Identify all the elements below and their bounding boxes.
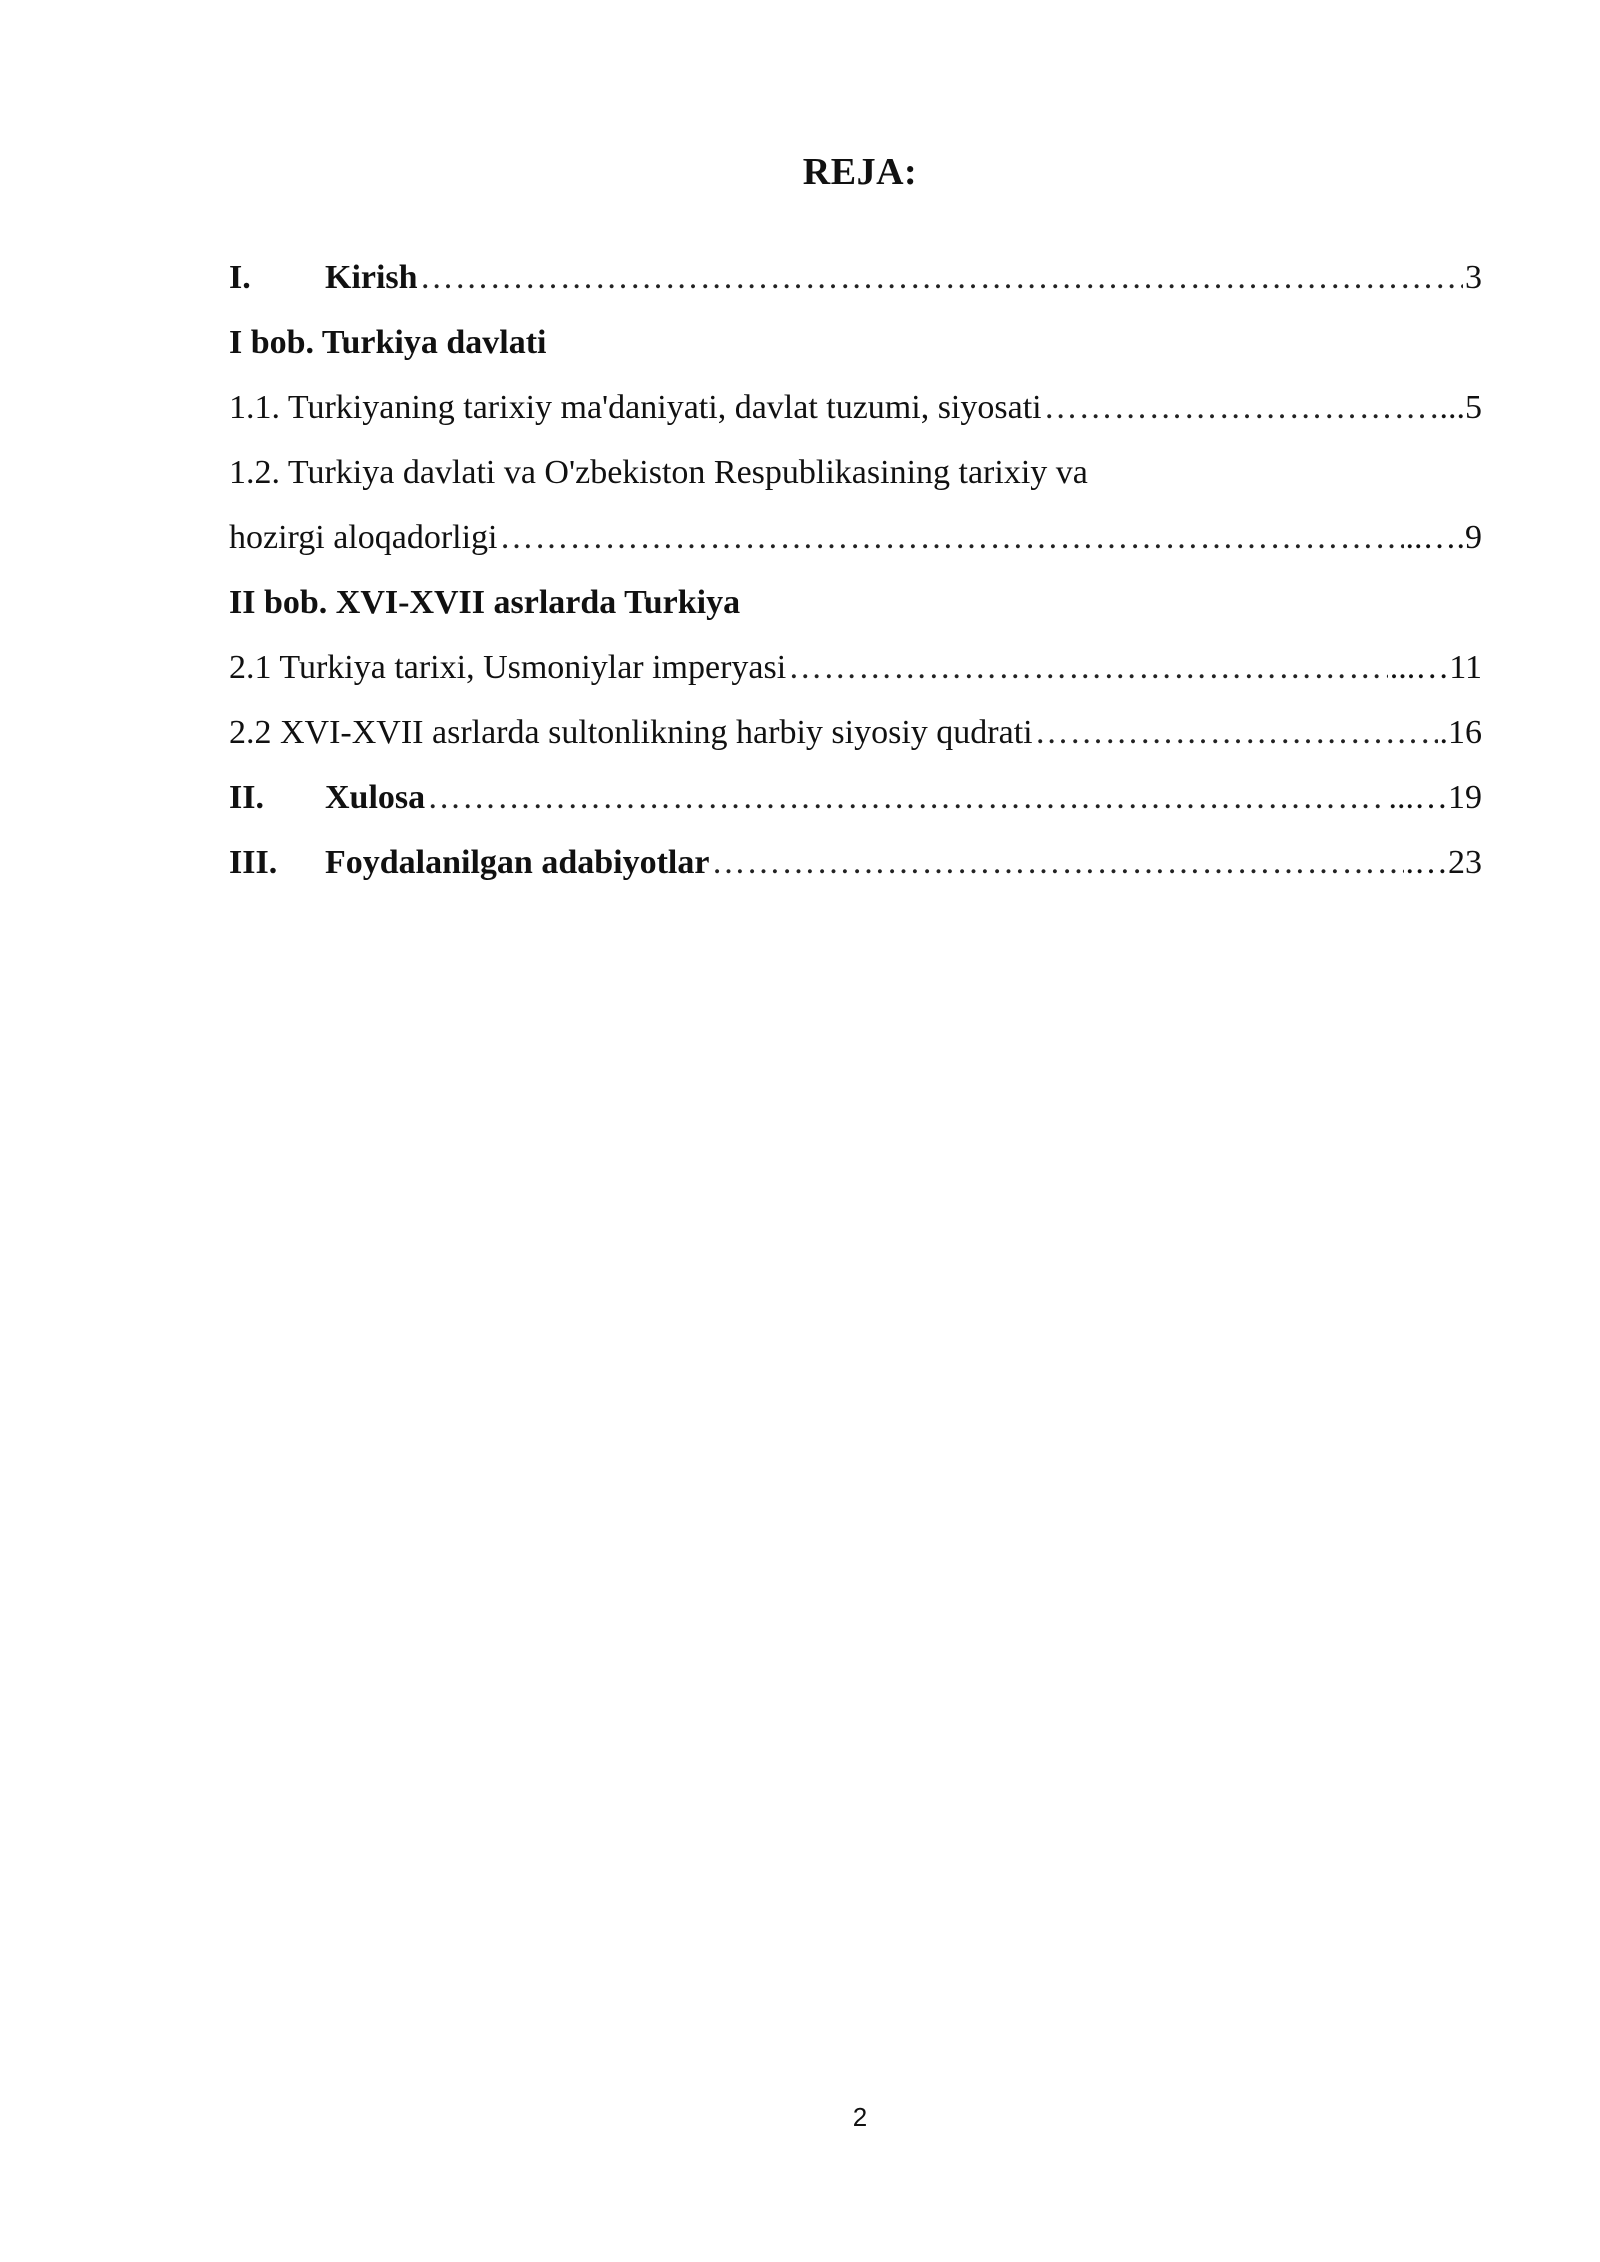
dot-leader <box>1044 389 1438 427</box>
toc-chapter-heading <box>229 310 1482 375</box>
toc-numeral: I. <box>229 258 251 296</box>
toc-label: 1.2. Turkiya davlati va O'zbekiston Respublikasining tarixiy va <box>229 453 1088 491</box>
toc-page-number: ...5 <box>1439 388 1482 426</box>
dot-leader <box>420 259 1463 297</box>
toc-entry-adabiyotlar <box>229 830 1482 895</box>
toc-label: Xulosa <box>325 778 426 816</box>
toc-entry-1-2-line1 <box>229 440 1482 505</box>
dot-leader <box>499 519 1403 557</box>
toc-label: Kirish <box>325 258 418 296</box>
toc-numeral: II. <box>229 778 264 816</box>
toc-label: 2.2 XVI-XVII asrlarda sultonlikning harbiy siyosiy qudrati <box>229 713 1033 751</box>
page-title: REJA: <box>802 151 918 193</box>
dot-leader <box>1035 714 1438 752</box>
toc-chapter-heading <box>229 570 1482 635</box>
toc-label: II bob. XVI-XVII asrlarda Turkiya <box>229 583 741 621</box>
toc-entry-1-2-line2 <box>229 505 1482 570</box>
toc-numeral: III. <box>229 843 278 881</box>
toc-entry-2-1 <box>229 635 1482 700</box>
toc-entry-xulosa <box>229 765 1482 830</box>
dot-leader <box>427 779 1386 817</box>
toc-page-number: ..….9 <box>1405 518 1482 556</box>
toc-page-number: ...…11 <box>1389 648 1482 686</box>
toc-entry-2-2 <box>229 700 1482 765</box>
toc-label: hozirgi aloqadorligi <box>229 518 498 556</box>
page-number: 2 <box>852 2102 868 2132</box>
toc-page-number: 3 <box>1465 258 1482 296</box>
toc-label: Foydalanilgan adabiyotlar <box>325 843 710 881</box>
table-of-contents <box>229 245 1482 895</box>
toc-entry-kirish <box>229 245 1482 310</box>
dot-leader <box>788 649 1388 687</box>
toc-page-number: ...…19 <box>1388 778 1482 816</box>
dot-leader <box>711 844 1403 882</box>
toc-label: 2.1 Turkiya tarixi, Usmoniylar imperyasi <box>229 648 787 686</box>
toc-label: I bob. Turkiya davlati <box>229 323 547 361</box>
toc-page-number: .…23 <box>1405 843 1482 881</box>
toc-page-number: .16 <box>1439 713 1482 751</box>
toc-entry-1-1 <box>229 375 1482 440</box>
toc-label: 1.1. Turkiyaning tarixiy ma'daniyati, davlat tuzumi, siyosati <box>229 388 1042 426</box>
